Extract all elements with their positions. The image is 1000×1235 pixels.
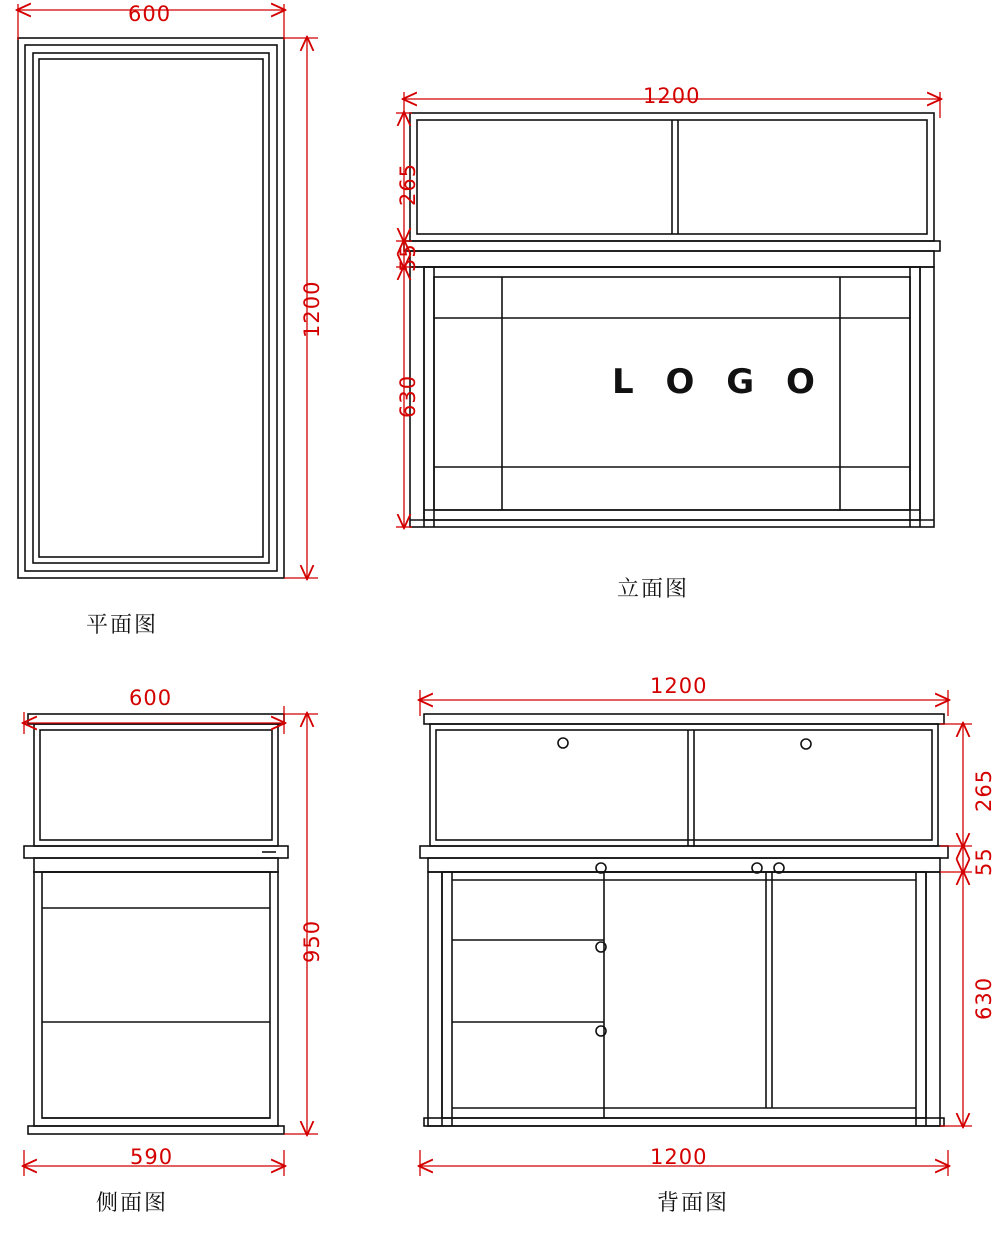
side-view-geometry — [24, 714, 288, 1134]
back-view-geometry — [420, 714, 948, 1126]
back-view-dimension-lines — [420, 690, 972, 1176]
front-upper-height-dimension-label: 265 — [396, 162, 420, 206]
back-band-height-dimension-label: 55 — [972, 847, 996, 876]
back-upper-height-dimension-label: 265 — [972, 768, 996, 812]
plan-width-dimension-label: 600 — [128, 2, 172, 26]
plan-depth-dimension-label: 1200 — [300, 280, 324, 338]
plan-view-geometry — [18, 38, 284, 578]
back-view-caption: 背面图 — [657, 1191, 730, 1216]
front-view-geometry — [404, 113, 940, 527]
side-view-caption: 侧面图 — [96, 1191, 169, 1216]
back-base-width-dimension-label: 1200 — [650, 1145, 708, 1169]
side-depth-dimension-label: 600 — [129, 686, 173, 710]
back-lower-height-dimension-label: 630 — [972, 976, 996, 1020]
front-lower-height-dimension-label: 630 — [396, 374, 420, 418]
front-band-height-dimension-label: 55 — [396, 243, 420, 272]
front-view-dimension-lines — [396, 92, 940, 527]
side-height-dimension-label: 950 — [300, 919, 324, 963]
front-width-dimension-label: 1200 — [643, 84, 701, 108]
back-width-dimension-label: 1200 — [650, 674, 708, 698]
side-base-depth-dimension-label: 590 — [130, 1145, 174, 1169]
logo-text: L O G O — [612, 362, 825, 402]
front-view-caption: 立面图 — [617, 577, 690, 602]
side-view-dimension-lines — [24, 706, 318, 1176]
plan-view-dimension-lines — [18, 4, 318, 578]
plan-view-caption: 平面图 — [86, 613, 159, 638]
